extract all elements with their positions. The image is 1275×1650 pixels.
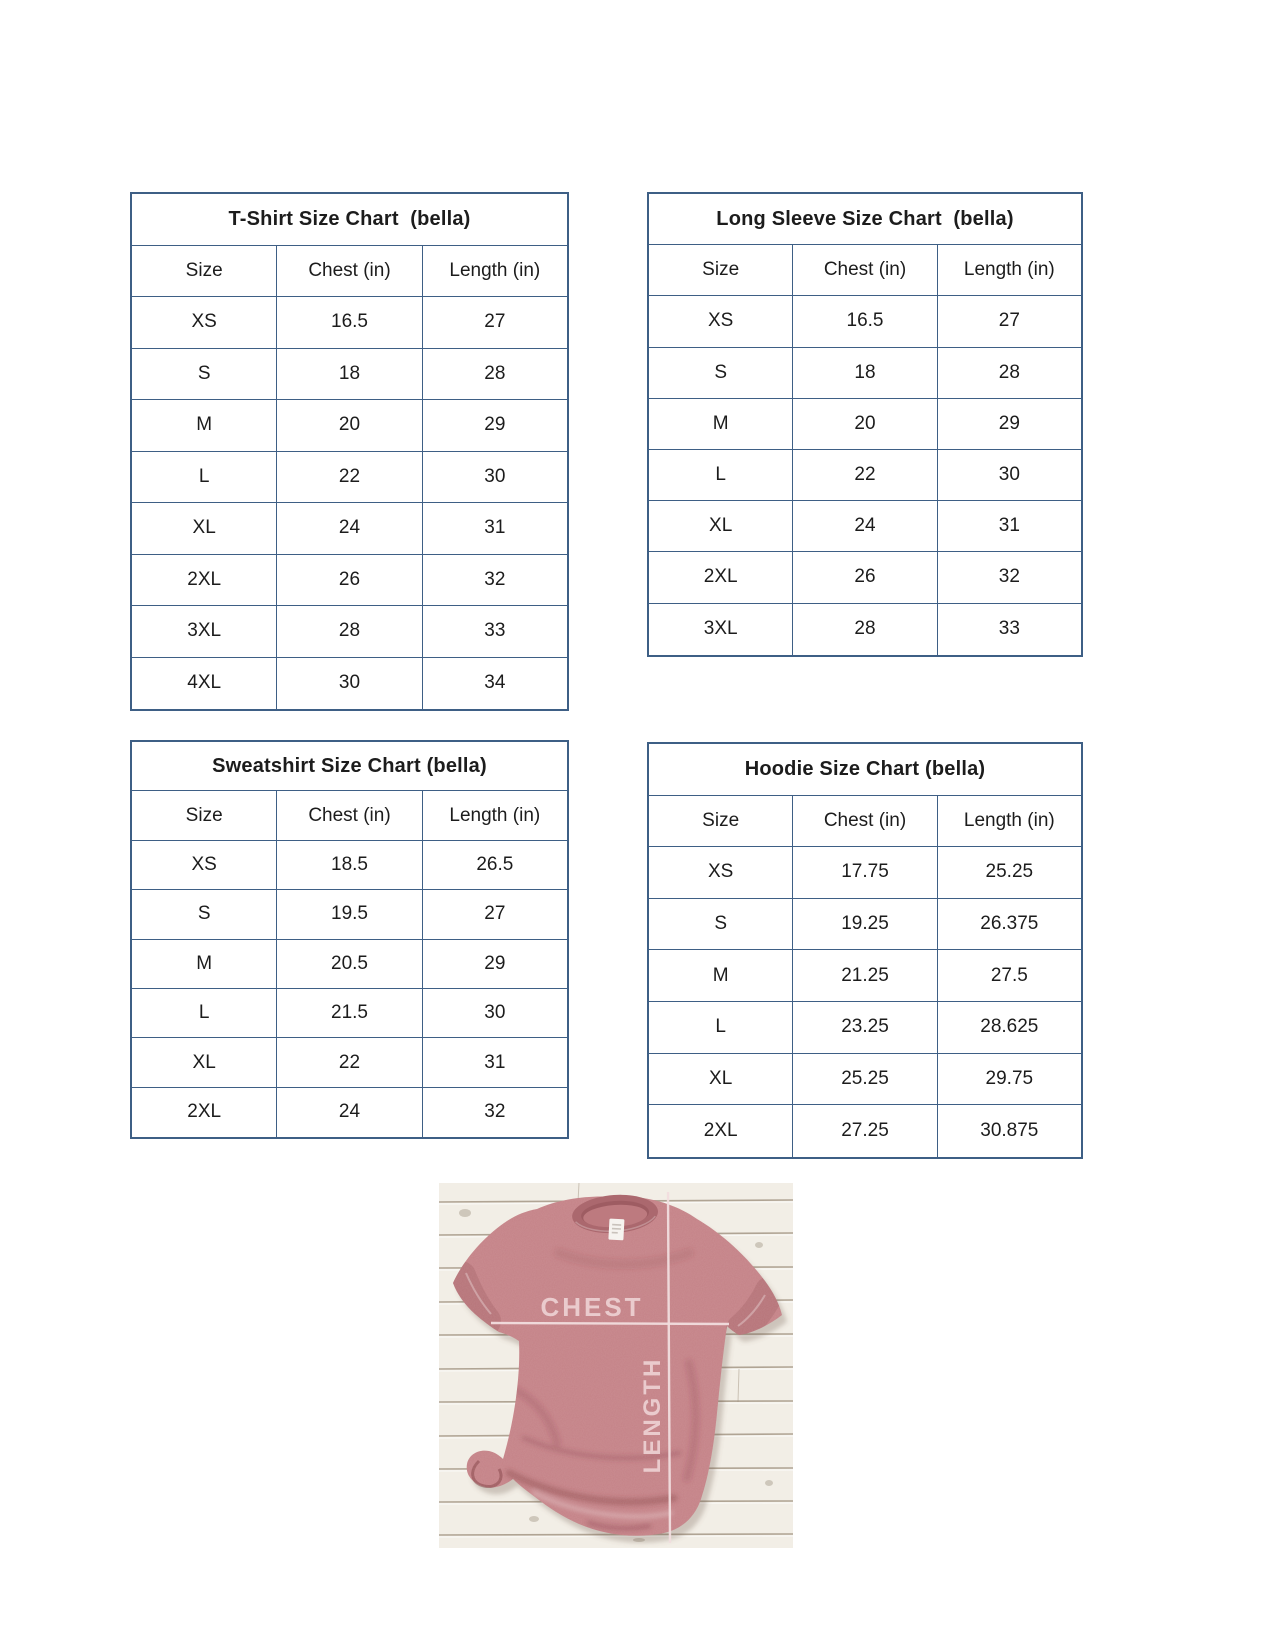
table-cell: 20.5 <box>277 940 422 988</box>
table-row <box>649 1002 1081 1054</box>
table-row <box>649 950 1081 1002</box>
table-cell: M <box>649 950 793 1001</box>
table-cell: XL <box>649 501 793 551</box>
table-row <box>132 658 567 710</box>
table-cell: 33 <box>998 618 1020 640</box>
tshirt-flat-lay-illustration <box>439 1183 793 1548</box>
table-row <box>132 400 567 452</box>
table-cell: 21.5 <box>277 989 422 1037</box>
column-header: Size <box>649 245 793 295</box>
table-cell: S <box>132 349 277 400</box>
size-table-hoodie <box>647 742 1083 1159</box>
table-cell: 25.25 <box>985 861 1034 883</box>
table-row <box>132 1038 567 1087</box>
table-title: Sweatshirt Size Chart (bella) <box>132 742 567 791</box>
table-cell: 20 <box>793 399 937 449</box>
table-row <box>132 989 567 1038</box>
table-cell: 28 <box>998 361 1020 383</box>
table-cell: 4XL <box>132 658 277 710</box>
column-header: Size <box>132 791 277 839</box>
table-cell: 17.75 <box>793 847 937 898</box>
table-cell: 30 <box>277 658 422 710</box>
table-cell: 26.5 <box>476 853 514 875</box>
table-cell: 3XL <box>649 604 793 655</box>
table-cell: L <box>132 989 277 1037</box>
table-header-row <box>132 791 567 840</box>
table-cell: 30.875 <box>980 1119 1039 1141</box>
table-header-row <box>649 245 1081 296</box>
column-header: Chest (in) <box>793 796 937 847</box>
table-cell: 18 <box>793 348 937 398</box>
table-cell: 26 <box>793 552 937 602</box>
table-row <box>649 604 1081 655</box>
table-cell: M <box>132 940 277 988</box>
column-header: Length (in) <box>963 259 1055 281</box>
table-row <box>132 841 567 890</box>
table-title: Hoodie Size Chart (bella) <box>649 744 1081 796</box>
table-cell: 29 <box>484 414 506 436</box>
table-cell: L <box>649 450 793 500</box>
table-cell: XL <box>132 503 277 554</box>
table-row <box>132 452 567 504</box>
column-header: Length (in) <box>449 259 541 281</box>
table-cell: 32 <box>484 568 506 590</box>
table-cell: 33 <box>484 620 506 642</box>
table-cell: L <box>132 452 277 503</box>
table-cell: 22 <box>277 452 422 503</box>
table-cell: 31 <box>484 1051 506 1073</box>
table-cell: 19.25 <box>793 899 937 950</box>
table-row <box>649 552 1081 603</box>
table-cell: 34 <box>484 672 506 694</box>
column-header: Chest (in) <box>793 245 937 295</box>
table-cell: 29 <box>998 412 1020 434</box>
table-cell: 18 <box>277 349 422 400</box>
table-cell: 28.625 <box>980 1016 1039 1038</box>
table-cell: S <box>132 890 277 938</box>
table-cell: 27 <box>484 311 506 333</box>
table-row <box>649 899 1081 951</box>
table-cell: 22 <box>793 450 937 500</box>
table-cell: 32 <box>998 566 1020 588</box>
table-cell: 29.75 <box>985 1067 1034 1089</box>
table-row <box>132 890 567 939</box>
table-cell: 18.5 <box>277 841 422 889</box>
column-header: Chest (in) <box>277 791 422 839</box>
table-cell: XS <box>649 296 793 346</box>
column-header: Length (in) <box>449 804 541 826</box>
column-header: Size <box>649 796 793 847</box>
table-cell: 28 <box>277 606 422 657</box>
table-row <box>132 1088 567 1137</box>
size-table-sweatshirt <box>130 740 569 1139</box>
table-cell: 27 <box>484 903 506 925</box>
table-header-row <box>132 246 567 298</box>
column-header: Length (in) <box>963 809 1055 831</box>
table-cell: 30 <box>998 464 1020 486</box>
shirt-measurement-photo <box>439 1183 793 1548</box>
table-cell: 27.25 <box>793 1105 937 1157</box>
chest-label: CHEST <box>540 1292 644 1322</box>
table-cell: 28 <box>484 362 506 384</box>
chest-line <box>491 1323 729 1324</box>
table-cell: 24 <box>277 1088 422 1137</box>
table-cell: 30 <box>484 465 506 487</box>
table-cell: XS <box>132 297 277 348</box>
column-header: Size <box>132 246 277 297</box>
table-cell: S <box>649 899 793 950</box>
table-row <box>649 1054 1081 1106</box>
column-header: Chest (in) <box>277 246 422 297</box>
table-row <box>132 349 567 401</box>
table-cell: 29 <box>484 952 506 974</box>
neck-tag <box>608 1219 624 1241</box>
table-cell: L <box>649 1002 793 1053</box>
table-cell: 23.25 <box>793 1002 937 1053</box>
table-cell: 20 <box>277 400 422 451</box>
table-cell: 16.5 <box>793 296 937 346</box>
length-label: LENGTH <box>639 1356 666 1474</box>
size-table-long-sleeve <box>647 192 1083 657</box>
table-cell: XS <box>649 847 793 898</box>
table-cell: 24 <box>277 503 422 554</box>
table-cell: 26 <box>277 555 422 606</box>
table-title: T-Shirt Size Chart (bella) <box>132 194 567 246</box>
table-cell: S <box>649 348 793 398</box>
table-row <box>649 450 1081 501</box>
table-cell: M <box>649 399 793 449</box>
table-row <box>649 1105 1081 1157</box>
table-cell: XL <box>132 1038 277 1086</box>
table-cell: 24 <box>793 501 937 551</box>
table-row <box>132 503 567 555</box>
table-row <box>649 348 1081 399</box>
table-title: Long Sleeve Size Chart (bella) <box>649 194 1081 245</box>
table-row <box>132 606 567 658</box>
table-cell: XL <box>649 1054 793 1105</box>
table-cell: 27 <box>998 310 1020 332</box>
table-cell: 2XL <box>649 552 793 602</box>
table-row <box>132 297 567 349</box>
table-cell: 21.25 <box>793 950 937 1001</box>
table-cell: 26.375 <box>980 913 1039 935</box>
table-cell: 22 <box>277 1038 422 1086</box>
table-row <box>132 940 567 989</box>
table-cell: 31 <box>484 517 506 539</box>
table-row <box>649 847 1081 899</box>
table-cell: 28 <box>793 604 937 655</box>
table-cell: 19.5 <box>277 890 422 938</box>
table-row <box>649 501 1081 552</box>
table-cell: 16.5 <box>277 297 422 348</box>
table-cell: 25.25 <box>793 1054 937 1105</box>
table-header-row <box>649 796 1081 848</box>
table-cell: 3XL <box>132 606 277 657</box>
table-cell: 2XL <box>132 1088 277 1137</box>
table-row <box>649 296 1081 347</box>
table-row <box>132 555 567 607</box>
table-cell: 2XL <box>649 1105 793 1157</box>
table-cell: 27.5 <box>990 964 1028 986</box>
table-cell: 2XL <box>132 555 277 606</box>
table-cell: M <box>132 400 277 451</box>
size-table-tshirt <box>130 192 569 711</box>
table-row <box>649 399 1081 450</box>
table-cell: 31 <box>998 515 1020 537</box>
table-cell: XS <box>132 841 277 889</box>
table-cell: 32 <box>484 1101 506 1123</box>
table-cell: 30 <box>484 1002 506 1024</box>
